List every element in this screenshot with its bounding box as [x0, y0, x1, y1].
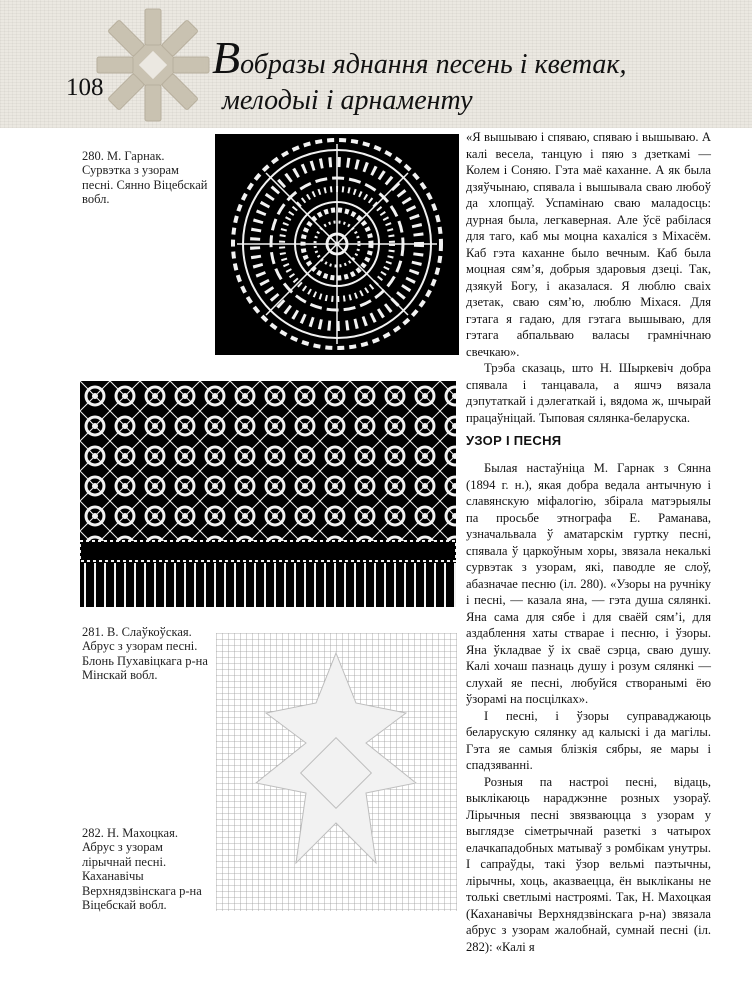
paragraph-after-quote: Трэба сказаць, што Н. Шыркевіч добра спявала і танцавала, а яшчэ вязала дэпутаткай і дэлегаткай і, вядома ж, шчырай працаўніцай. Тыповая сялянка-беларуска. — [466, 361, 711, 425]
page-number: 108 — [66, 74, 104, 101]
paragraph-2: І песні, і ўзоры суправаджаюць беларускую сялянку ад калыскі і да магілы. Гэта яе самыя блізкія сябры, яе мары і спадзяванні. — [466, 708, 711, 772]
page-title — [212, 32, 752, 119]
star-ornament-icon — [93, 5, 213, 125]
section-text — [466, 460, 711, 955]
quote-paragraph: «Я вышываю і спяваю, спяваю і вышываю. А калі весела, танцую і пяю з дзеткамі — Колем і Соняю. Гэта маё каханне. А як была дзяўчынаю, спявала і вышывала сваю любоў да хлопцаў. Успамінаю сваю маладосць: дурная была, легкаверная. Але ўсё рабілася для таго, каб мы моцна кахаліся з Міхасём. Каб гэта каханне было вечным. Каб была моцная сям’я, добрыя здаровыя дзеці. Так, дзякуй Богу, і аказалася. Я люблю сваіх дзетак, сваю сям’ю, люблю Міхася. Для гэтага я гадаю, для гэтага вышываю, для гэтага абпальваю валасы грамнічнаю свечкаю». — [466, 130, 711, 359]
figure-280-caption: 280. М. Гарнак. Сурвэтка з узорам песні. Сянно Віцебскай вобл. — [82, 149, 208, 207]
figure-281-image — [80, 381, 456, 607]
title-initial: В — [212, 32, 241, 83]
figure-282-image — [216, 633, 457, 911]
section-heading: УЗОР І ПЕСНЯ — [466, 433, 562, 448]
paragraph-1: Былая настаўніца М. Гарнак з Сянна (1894 г. н.), якая добра ведала антычную і славянскую міфалогію, збірала матэрыялы па просьбе этнографа Е. Раманава, узначальвала ў аматарскім гуртку песні, спявала ў царкоўным хоры, звязала некалькі сурвэтак з узорам, які, паводле яе слоў, абазначае песню (іл. 280). «Узоры на ручніку і песні, — казала яна, — гэта душа сялянкі. Яна сама для сябе і для сваёй сям’і, для аздаблення хаты стварае і песню, і ўзоры. Яна ўкладвае ў іх сваё сэрца, сваю душу. Калі хочаш пазнаць душу і розум сялянкі — слухай яе песні, любуйся створанымі ёю ўзорамі на посцілках». — [466, 461, 711, 706]
title-line1: образы яднання песень і кветак, — [240, 49, 627, 80]
figure-280-image — [215, 134, 459, 355]
figure-281-caption: 281. В. Слаўкоўская. Абрус з узорам песні. Блонь Пухавіцкага р-на Мінскай вобл. — [82, 625, 208, 683]
paragraph-3: Розныя па настроі песні, відаць, выклікаюць нараджэнне розных узораў. Лірычныя песні звязваюцца з узорам у выглядзе сіметрычнай разеткі з чатырох елачкападобных матываў з ромбікам унутры. І сапраўды, такі ўзор вельмі паэтычны, лірычны, хоць, аказваецца, ён выкліканы не толькі светлымі настроямі. Так, Н. Махоцкая (Каханавічы Верхнядзвінскага р-на) звязала абрус з узорам жалобнай, сумнай песні (іл. 282): «Калі я — [466, 774, 711, 954]
title-line2: мелодыі і арнаменту — [222, 85, 473, 116]
figure-282-caption: 282. Н. Махоцкая. Абрус з узорам лірычнай песні. Каханавічы Верхнядзвінскага р-на Віцебскай вобл. — [82, 826, 202, 913]
text-column — [466, 129, 711, 426]
